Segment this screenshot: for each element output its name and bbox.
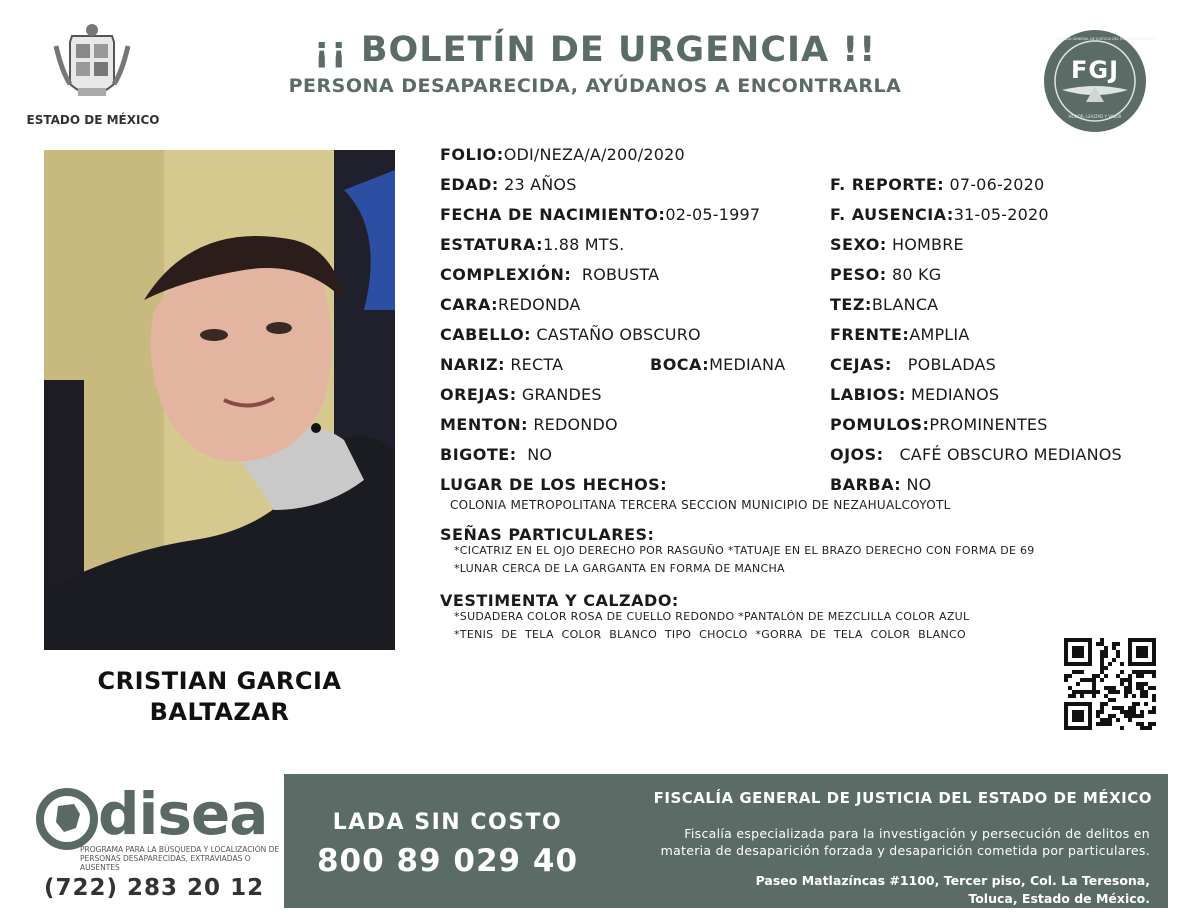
cejas-label: CEJAS: [830, 355, 892, 374]
field-cejas [830, 355, 996, 374]
field-bigote [440, 445, 552, 464]
odisea-phone: (722) 283 20 12 [44, 875, 265, 901]
cara-value: REDONDA [498, 295, 581, 314]
peso-label: PESO: [830, 265, 887, 284]
state-coat-of-arms-logo [52, 22, 132, 108]
field-ojos [830, 445, 1122, 464]
estatura-label: ESTATURA: [440, 235, 544, 254]
odisea-wordmark: disea [98, 780, 268, 848]
field-peso [830, 265, 941, 284]
labios-label: LABIOS: [830, 385, 906, 404]
fgj-desc-line2: materia de desaparición forzada y desaparición cometida por particulares. [660, 843, 1150, 858]
state-label: ESTADO DE MÉXICO [26, 113, 160, 127]
fecha-nacimiento-value: 02-05-1997 [665, 205, 761, 224]
vestimenta-line1: *SUDADERA COLOR ROSA DE CUELLO REDONDO *PANTALÓN DE MEZCLILLA COLOR AZUL [454, 610, 970, 623]
cara-label: CARA: [440, 295, 499, 314]
ojos-value: CAFÉ OBSCURO MEDIANOS [899, 445, 1122, 464]
field-sexo [830, 235, 964, 254]
address-line1: Paseo Matlazíncas #1100, Tercer piso, Col. La Teresona, [755, 873, 1150, 888]
boca-value: MEDIANA [709, 355, 786, 374]
field-barba [830, 475, 931, 494]
field-frente [830, 325, 970, 344]
labios-value: MEDIANOS [911, 385, 1000, 404]
fgj-motto: HONOR, LEALTAD Y VALOR [1068, 114, 1122, 119]
field-tez [830, 295, 938, 314]
pomulos-value: PROMINENTES [929, 415, 1048, 434]
bigote-value: NO [527, 445, 553, 464]
lada-label: LADA SIN COSTO [332, 810, 563, 835]
nariz-value: RECTA [510, 355, 564, 374]
frente-value: AMPLIA [909, 325, 970, 344]
field-lugar-label [440, 475, 667, 494]
fgj-ring-text: FISCALÍA GENERAL DE JUSTICIA DEL ESTADO DE MÉXICO [1056, 37, 1156, 41]
barba-label: BARBA: [830, 475, 902, 494]
bigote-label: BIGOTE: [440, 445, 517, 464]
field-edad [440, 175, 577, 194]
field-menton [440, 415, 618, 434]
barba-value: NO [906, 475, 932, 494]
complexion-label: COMPLEXIÓN: [440, 265, 572, 284]
fgj-seal-logo [1042, 28, 1156, 134]
field-folio [440, 145, 685, 164]
lada-number[interactable]: 800 89 029 40 [316, 843, 579, 879]
field-nariz [440, 355, 563, 374]
fgj-desc-line1: Fiscalía especializada para la investigación y persecución de delitos en [684, 826, 1150, 841]
folio-value: ODI/NEZA/A/200/2020 [503, 145, 685, 164]
field-orejas [440, 385, 602, 404]
sexo-value: HOMBRE [892, 235, 964, 254]
senas-label: SEÑAS PARTICULARES: [440, 525, 655, 544]
senas-line1: *CICATRIZ EN EL OJO DERECHO POR RASGUÑO *TATUAJE EN EL BRAZO DERECHO CON FORMA DE 69 [454, 544, 1035, 557]
fgj-description [600, 825, 1150, 859]
bulletin-subtitle: PERSONA DESAPARECIDA, AYÚDANOS A ENCONTRARLA [288, 75, 902, 97]
person-name-line1: CRISTIAN GARCIA [97, 667, 342, 695]
missing-person-name [44, 666, 395, 728]
fgj-address [620, 872, 1150, 908]
frente-label: FRENTE: [830, 325, 910, 344]
f-reporte-value: 07-06-2020 [949, 175, 1045, 194]
folio-label: FOLIO: [440, 145, 504, 164]
edad-label: EDAD: [440, 175, 499, 194]
orejas-value: GRANDES [521, 385, 602, 404]
field-complexion [440, 265, 659, 284]
odisea-logo-mark [36, 788, 98, 850]
field-pomulos [830, 415, 1048, 434]
field-estatura [440, 235, 624, 254]
lugar-value: COLONIA METROPOLITANA TERCERA SECCION MUNICIPIO DE NEZAHUALCOYOTL [450, 498, 951, 512]
senas-line2: *LUNAR CERCA DE LA GARGANTA EN FORMA DE MANCHA [454, 562, 785, 575]
fgj-name: FISCALÍA GENERAL DE JUSTICIA DEL ESTADO DE MÉXICO [653, 789, 1152, 807]
orejas-label: OREJAS: [440, 385, 517, 404]
fgj-logo-text: FGJ [1070, 56, 1120, 84]
ojos-label: OJOS: [830, 445, 884, 464]
sexo-label: SEXO: [830, 235, 887, 254]
qr-code [1064, 638, 1156, 730]
field-labios [830, 385, 999, 404]
tez-label: TEZ: [830, 295, 872, 314]
lugar-label: LUGAR DE LOS HECHOS: [440, 475, 668, 494]
menton-value: REDONDO [533, 415, 618, 434]
fecha-nacimiento-label: FECHA DE NACIMIENTO: [440, 205, 666, 224]
tez-value: BLANCA [871, 295, 939, 314]
cabello-label: CABELLO: [440, 325, 532, 344]
odisea-description: PROGRAMA PARA LA BÚSQUEDA Y LOCALIZACIÓN DE PERSONAS DESAPARECIDAS, EXTRAVIADAS O AUSENTES [80, 845, 280, 872]
field-boca [650, 355, 785, 374]
address-line2: Toluca, Estado de México. [968, 891, 1150, 906]
field-fecha-nacimiento [440, 205, 760, 224]
field-f-ausencia [830, 205, 1049, 224]
f-ausencia-value: 31-05-2020 [953, 205, 1049, 224]
menton-label: MENTON: [440, 415, 529, 434]
cejas-value: POBLADAS [907, 355, 996, 374]
cabello-value: CASTAÑO OBSCURO [536, 325, 701, 344]
pomulos-label: POMULOS: [830, 415, 930, 434]
edad-value: 23 AÑOS [504, 175, 577, 194]
f-ausencia-label: F. AUSENCIA: [830, 205, 954, 224]
field-cara [440, 295, 581, 314]
field-cabello [440, 325, 701, 344]
nariz-label: NARIZ: [440, 355, 506, 374]
boca-label: BOCA: [650, 355, 710, 374]
complexion-value: ROBUSTA [581, 265, 660, 284]
estatura-value: 1.88 MTS. [543, 235, 625, 254]
bulletin-title: ¡¡ BOLETÍN DE URGENCIA !! [313, 30, 877, 70]
person-name-line2: BALTAZAR [149, 698, 290, 726]
f-reporte-label: F. REPORTE: [830, 175, 945, 194]
field-f-reporte [830, 175, 1044, 194]
vestimenta-line2: *TENIS DE TELA COLOR BLANCO TIPO CHOCLO *GORRA DE TELA COLOR BLANCO [454, 628, 966, 641]
missing-person-photo [44, 150, 395, 650]
vestimenta-label: VESTIMENTA Y CALZADO: [440, 591, 679, 610]
peso-value: 80 KG [891, 265, 942, 284]
